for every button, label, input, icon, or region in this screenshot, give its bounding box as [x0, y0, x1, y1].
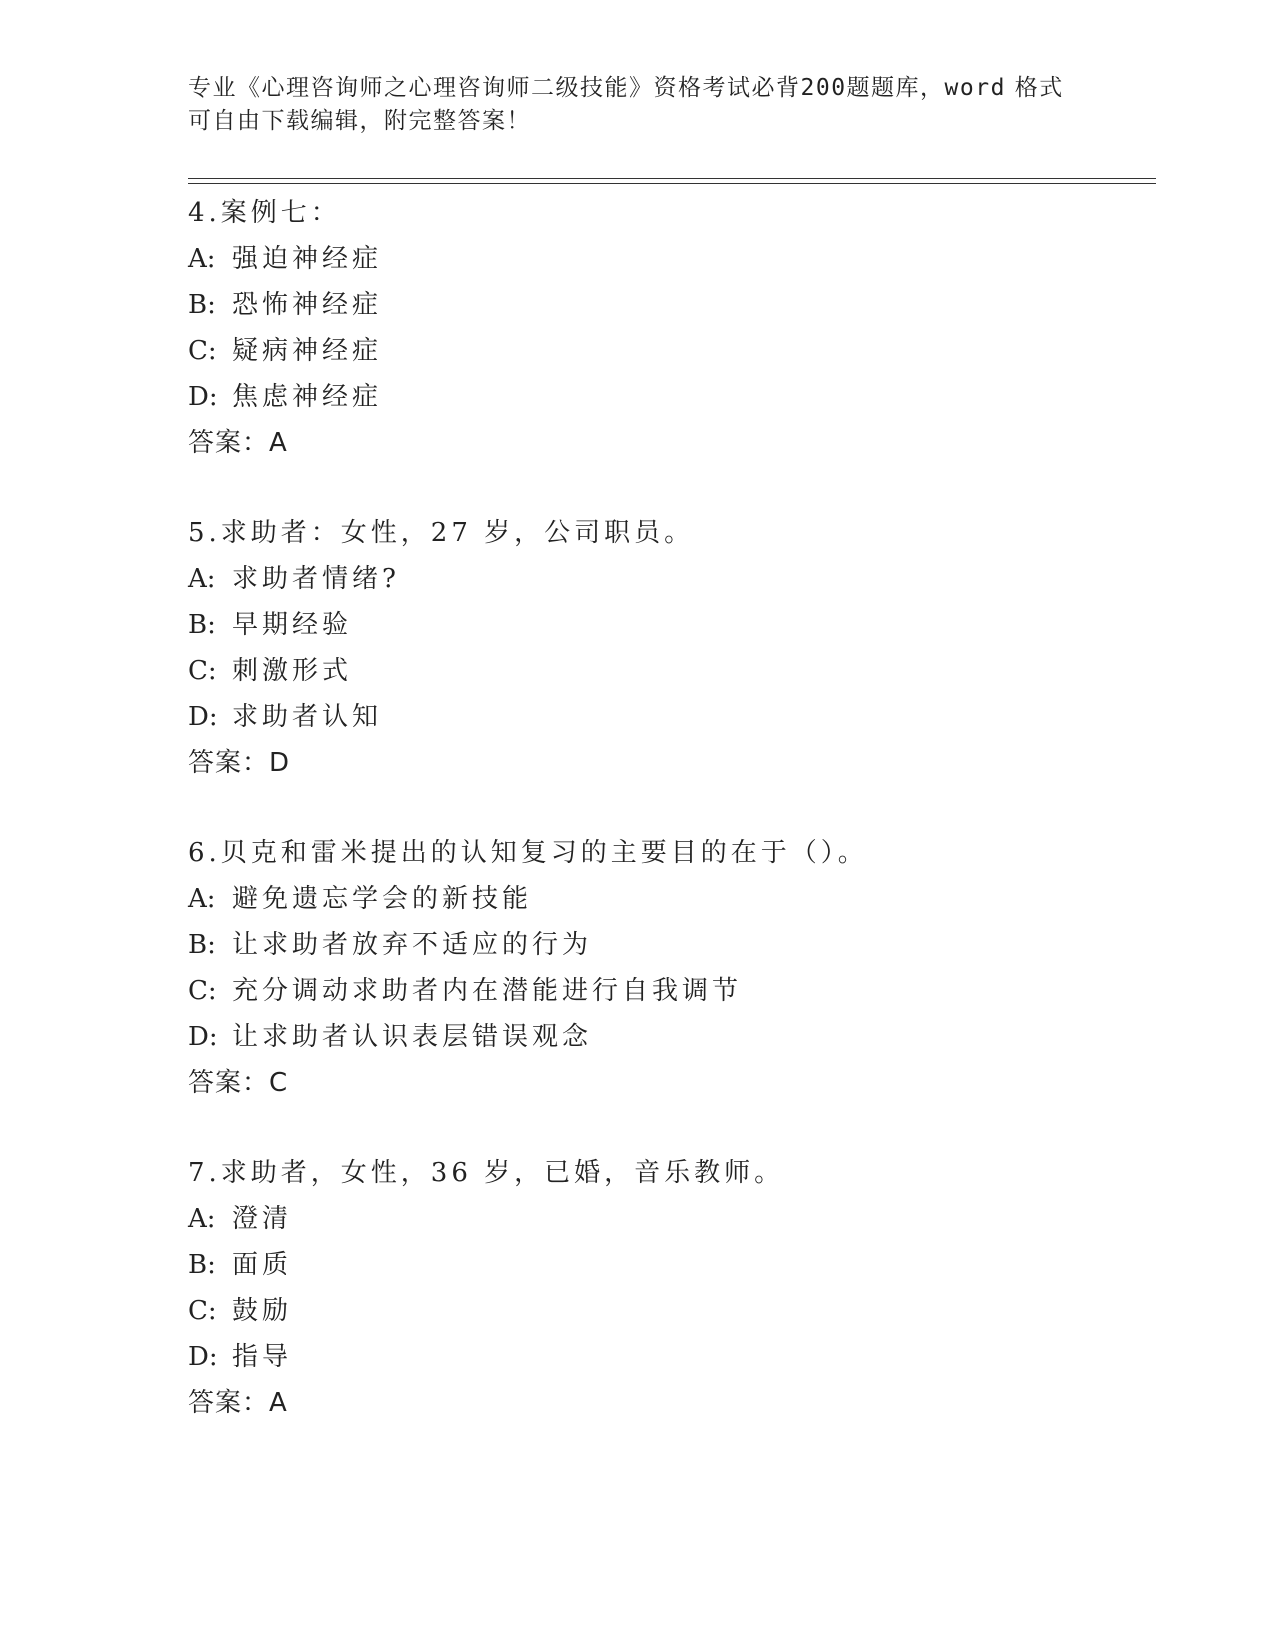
option-text: 恐怖神经症	[232, 290, 383, 320]
question-stem: 5.求助者：女性，27 岁，公司职员。	[188, 518, 695, 548]
option-c	[188, 648, 1148, 694]
option-key: A:	[188, 1204, 216, 1234]
option-key: B:	[188, 610, 216, 640]
option-b	[188, 922, 1148, 968]
option-a	[188, 876, 1148, 922]
header-title-suffix: 题题库，	[846, 75, 945, 101]
question-stem: 4.案例七：	[188, 198, 341, 228]
option-a	[188, 1196, 1148, 1242]
option-key: D:	[188, 702, 218, 732]
option-text: 让求助者放弃不适应的行为	[232, 930, 593, 960]
option-key: B:	[188, 290, 216, 320]
option-text: 求助者认知	[232, 702, 383, 732]
option-text: 疑病神经症	[232, 336, 383, 366]
option-text: 充分调动求助者内在潜能进行自我调节	[232, 976, 743, 1006]
option-key: C:	[188, 336, 217, 366]
option-d	[188, 1334, 1148, 1380]
header-title-text: 专业《心理咨询师之心理咨询师二级技能》资格考试必背	[188, 75, 801, 101]
option-key: C:	[188, 976, 217, 1006]
option-a	[188, 236, 1148, 282]
option-text: 指导	[232, 1342, 293, 1372]
option-a	[188, 556, 1148, 602]
option-text: 澄清	[232, 1204, 293, 1234]
question-7	[188, 1150, 1148, 1426]
header-line-2: 可自由下载编辑，附完整答案！	[188, 108, 531, 134]
option-text: 避免遗忘学会的新技能	[232, 884, 533, 914]
question-stem: 7.求助者，女性，36 岁，已婚，音乐教师。	[188, 1158, 785, 1188]
header-line-1	[188, 72, 1068, 105]
option-b	[188, 1242, 1148, 1288]
option-text: 面质	[232, 1250, 293, 1280]
option-d	[188, 1014, 1148, 1060]
option-d	[188, 374, 1148, 420]
option-text: 让求助者认识表层错误观念	[232, 1022, 593, 1052]
header-format-label: 格式	[1005, 75, 1064, 101]
option-key: D:	[188, 1022, 218, 1052]
answer-line: 答案：A	[188, 1388, 288, 1418]
answer-line: 答案：D	[188, 748, 291, 778]
answer-line: 答案：A	[188, 428, 288, 458]
option-key: B:	[188, 930, 216, 960]
option-text: 刺激形式	[232, 656, 353, 686]
option-key: C:	[188, 1296, 217, 1326]
header-divider-top	[188, 178, 1156, 179]
option-text: 焦虑神经症	[232, 382, 383, 412]
option-text: 强迫神经症	[232, 244, 383, 274]
document-header	[188, 72, 1068, 138]
option-key: D:	[188, 1342, 218, 1372]
question-4	[188, 190, 1148, 466]
option-c	[188, 1288, 1148, 1334]
option-text: 鼓励	[232, 1296, 293, 1326]
option-c	[188, 968, 1148, 1014]
question-5	[188, 510, 1148, 786]
option-b	[188, 282, 1148, 328]
option-key: D:	[188, 382, 218, 412]
option-key: A:	[188, 244, 216, 274]
question-6	[188, 830, 1148, 1106]
option-key: C:	[188, 656, 217, 686]
option-b	[188, 602, 1148, 648]
option-d	[188, 694, 1148, 740]
answer-line: 答案：C	[188, 1068, 289, 1098]
header-question-count: 200	[800, 75, 847, 101]
header-format-word: word	[944, 75, 1006, 101]
option-text: 求助者情绪?	[232, 564, 400, 594]
option-text: 早期经验	[232, 610, 353, 640]
option-c	[188, 328, 1148, 374]
option-key: A:	[188, 564, 216, 594]
header-divider-bottom	[188, 183, 1156, 184]
option-key: A:	[188, 884, 216, 914]
question-stem: 6.贝克和雷米提出的认知复习的主要目的在于（）。	[188, 838, 868, 868]
option-key: B:	[188, 1250, 216, 1280]
